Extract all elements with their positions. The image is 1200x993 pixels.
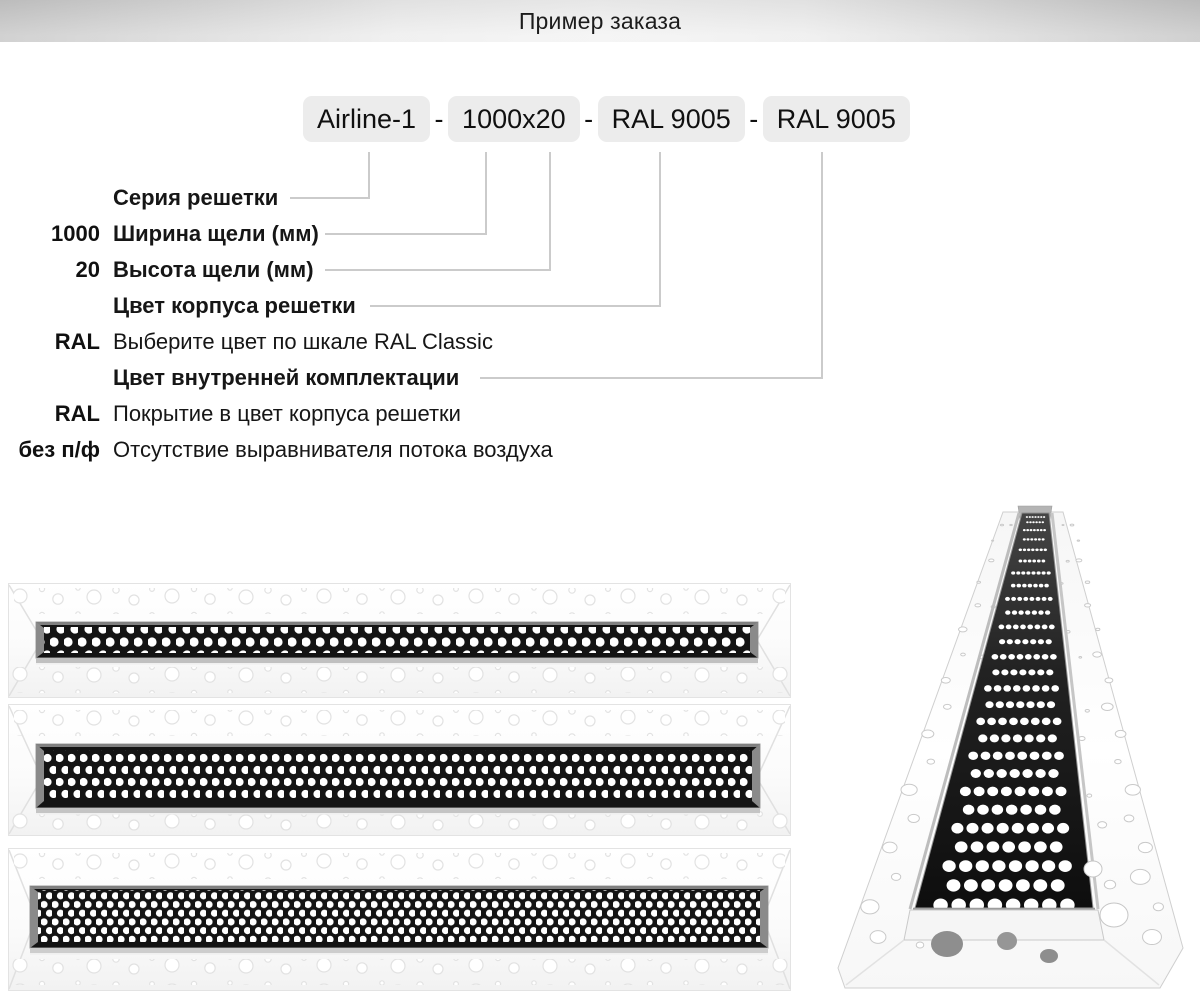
legend-row-coating-note	[0, 396, 553, 432]
legend-label: Выберите цвет по шкале RAL Classic	[113, 329, 493, 354]
slot-right-wall	[760, 886, 768, 948]
order-code-separator: -	[434, 103, 444, 134]
slot-insert	[44, 750, 752, 798]
legend-row-body-color	[0, 288, 553, 324]
legend-label: Отсутствие выравнивателя потока воздуха	[113, 437, 553, 462]
slot-right-wall	[750, 622, 758, 658]
legend-row-insert-color	[0, 360, 553, 396]
flange-holes-top	[14, 710, 785, 736]
order-code-series: Airline-1	[303, 96, 430, 142]
legend-prefix: 20	[75, 257, 100, 282]
legend-prefix: без п/ф	[18, 437, 100, 462]
legend-label: Высота щели (мм)	[113, 257, 314, 282]
slot-left-wall	[30, 886, 38, 948]
slot-sill-highlight	[36, 813, 760, 815]
order-code-insert-color: RAL 9005	[763, 96, 910, 142]
flange-holes-bottom	[8, 667, 791, 693]
slot-sill-highlight	[30, 953, 768, 955]
legend-row-slot-width	[0, 216, 553, 252]
legend-row-ral-note	[0, 324, 553, 360]
slot-sill	[36, 658, 758, 663]
legend-label: Покрытие в цвет корпуса решетки	[113, 401, 461, 426]
slot-insert	[44, 627, 750, 653]
legend-row-slot-height	[0, 252, 553, 288]
legend-label: Серия решетки	[113, 185, 279, 210]
legend-label: Ширина щели (мм)	[113, 221, 319, 246]
grille-front-view-3	[8, 848, 791, 991]
order-code-body-color: RAL 9005	[598, 96, 745, 142]
flange-holes-bottom	[8, 959, 791, 985]
slot-sill	[30, 948, 768, 953]
legend-label: Цвет корпуса решетки	[113, 293, 356, 318]
order-code-size: 1000x20	[448, 96, 580, 142]
slot-top-lip	[30, 886, 768, 889]
legend	[0, 180, 553, 468]
grille-front-view-1	[8, 583, 791, 698]
slot-left-wall	[36, 744, 44, 808]
grille-front-view-2	[8, 704, 791, 836]
legend-label: Цвет внутренней комплектации	[113, 365, 460, 390]
legend-prefix: 1000	[51, 221, 100, 246]
legend-row-series	[0, 180, 553, 216]
order-code	[303, 96, 910, 142]
legend-prefix: RAL	[54, 401, 100, 426]
slot-left-wall	[36, 622, 44, 658]
page-title: Пример заказа	[518, 8, 682, 34]
legend-prefix: RAL	[54, 329, 100, 354]
slot-top-lip	[36, 622, 758, 625]
slot-sill-highlight	[36, 663, 758, 665]
slot-insert	[38, 890, 760, 942]
flange-holes-top	[14, 853, 785, 879]
slot-top-lip	[36, 744, 760, 747]
grille-perspective-view	[830, 503, 1200, 993]
legend-row-no-equalizer-note	[0, 432, 553, 468]
order-code-separator: -	[584, 103, 594, 134]
header-bar	[0, 0, 1200, 42]
slot-right-wall	[752, 744, 760, 808]
slot-sill	[36, 808, 760, 813]
flange-holes-top	[14, 588, 785, 614]
order-code-separator: -	[749, 103, 759, 134]
